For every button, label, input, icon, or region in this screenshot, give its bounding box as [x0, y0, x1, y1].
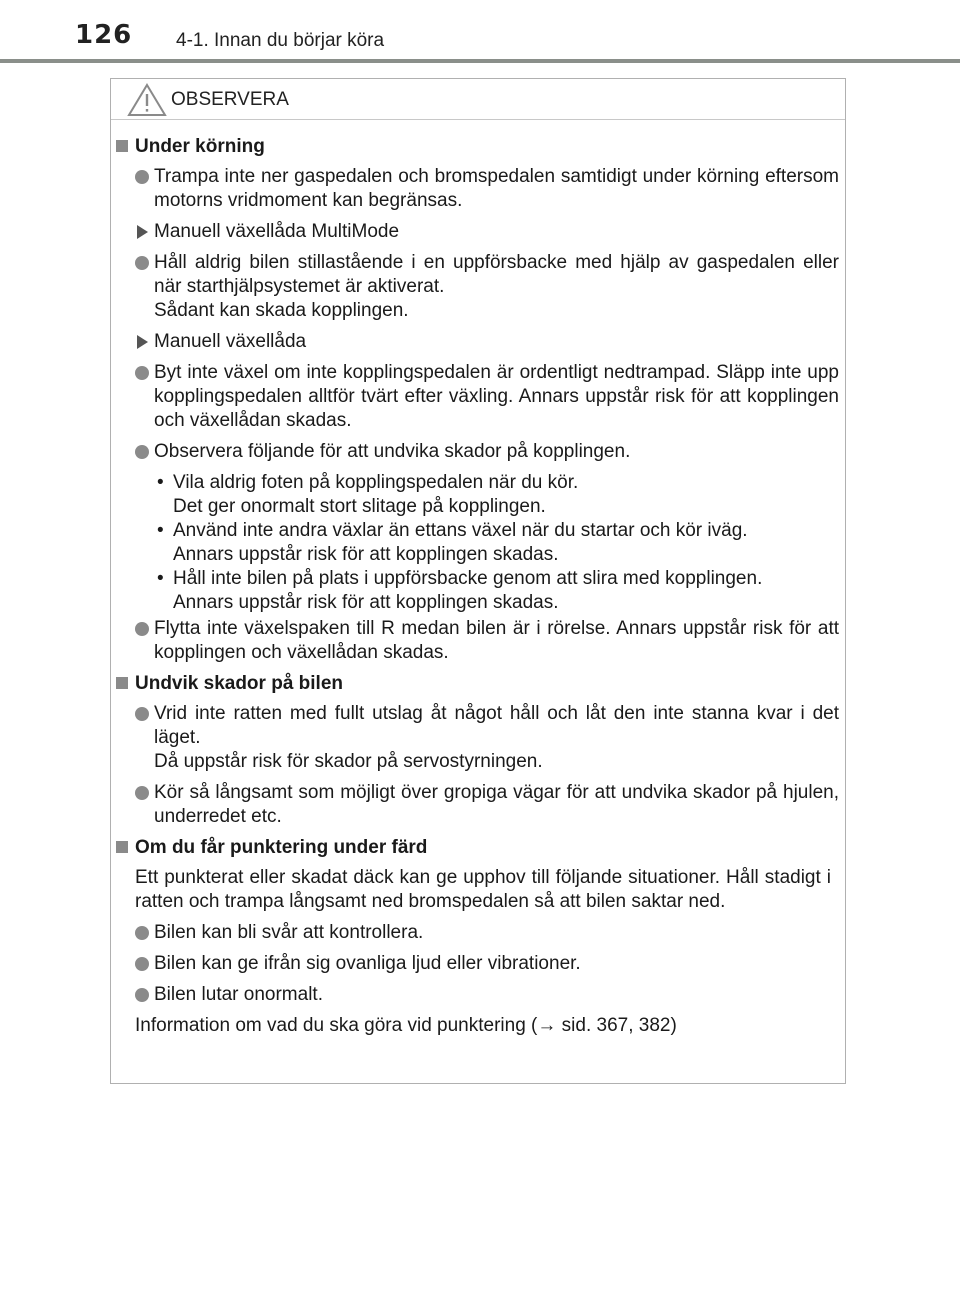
warning-content	[111, 131, 847, 1045]
bullet-item	[111, 702, 847, 774]
triangle-marker-icon	[137, 225, 148, 239]
bullet-item-text: Trampa inte ner gaspedalen och bromspedalen samtidigt under körning eftersom motorns vridmoment kan begränsas.	[154, 166, 839, 211]
sub-bullet-text: Använd inte andra växlar än ettans växel när du startar och kör iväg. Annars uppstår risk för att kopplingen skadas.	[173, 520, 748, 565]
variant-heading-text: Manuell växellåda MultiMode	[154, 221, 400, 242]
round-bullet-icon	[135, 170, 149, 184]
bullet-item-text: Flytta inte växelspaken till R medan bilen är i rörelse. Annars uppstår risk för att kopplingen och växellådan skadas.	[154, 618, 839, 663]
bullet-item	[111, 921, 847, 945]
bullet-item	[111, 165, 847, 213]
warning-triangle-icon	[127, 83, 167, 117]
dot-bullet-icon: •	[157, 520, 164, 541]
round-bullet-icon	[135, 366, 149, 380]
bullet-item	[111, 952, 847, 976]
paragraph: Information om vad du ska göra vid punktering (→ sid. 367, 382)	[135, 1015, 677, 1036]
section-title-text: Under körning	[135, 136, 265, 157]
bullet-item-text: Bilen kan ge ifrån sig ovanliga ljud eller vibrationer.	[154, 953, 581, 974]
page-header	[0, 0, 960, 62]
sub-bullet-list	[111, 471, 847, 615]
bullet-item	[111, 983, 847, 1007]
section-title-text: Om du får punktering under färd	[135, 837, 428, 858]
bullet-item	[111, 617, 847, 665]
section-title-text: Undvik skador på bilen	[135, 673, 343, 694]
bullet-item	[111, 440, 847, 464]
square-bullet-icon	[116, 841, 128, 853]
paragraph: Ett punkterat eller skadat däck kan ge upphov till följande situationer. Håll stadigt i ratten och trampa långsamt ned bromspedalen så att bilen saktar ned.	[135, 867, 831, 912]
sub-bullet-item	[111, 567, 847, 615]
round-bullet-icon	[135, 256, 149, 270]
square-bullet-icon	[116, 140, 128, 152]
bullet-item-text: Byt inte växel om inte kopplingspedalen är ordentligt nedtrampad. Släpp inte upp kopplingspedalen alltför tvärt efter växling. Annars uppstår risk för att kopplingen och växellådan skadas.	[154, 362, 839, 431]
variant-heading-text: Manuell växellåda	[154, 331, 307, 352]
warning-label: OBSERVERA	[171, 89, 289, 110]
section-title	[111, 135, 847, 159]
dot-bullet-icon: •	[157, 472, 164, 493]
bullet-item	[111, 361, 847, 433]
sub-bullet-item	[111, 471, 847, 519]
dot-bullet-icon: •	[157, 568, 164, 589]
bullet-item	[111, 781, 847, 829]
sub-bullet-text: Håll inte bilen på plats i uppförsbacke genom att slira med kopplingen. Annars uppstår risk för att kopplingen skadas.	[173, 568, 763, 613]
bullet-item-text: Håll aldrig bilen stillastående i en uppförsbacke med hjälp av gaspedalen eller när starthjälpsystemet är aktiverat. Sådant kan skada kopplingen.	[154, 252, 839, 321]
square-bullet-icon	[116, 677, 128, 689]
round-bullet-icon	[135, 957, 149, 971]
bullet-item-text: Kör så långsamt som möjligt över gropiga vägar för att undvika skador på hjulen, underredet etc.	[154, 782, 839, 827]
warning-box	[110, 78, 846, 1084]
page-number: 126	[75, 20, 133, 50]
section-title	[111, 672, 847, 696]
bullet-item-text: Bilen lutar onormalt.	[154, 984, 323, 1005]
warning-header	[111, 79, 845, 120]
round-bullet-icon	[135, 622, 149, 636]
round-bullet-icon	[135, 926, 149, 940]
bullet-item-text: Bilen kan bli svår att kontrollera.	[154, 922, 424, 943]
variant-heading	[111, 220, 847, 244]
sub-bullet-item	[111, 519, 847, 567]
triangle-marker-icon	[137, 335, 148, 349]
round-bullet-icon	[135, 707, 149, 721]
chapter-title: 4-1. Innan du börjar köra	[176, 30, 385, 51]
round-bullet-icon	[135, 988, 149, 1002]
round-bullet-icon	[135, 445, 149, 459]
round-bullet-icon	[135, 786, 149, 800]
variant-heading	[111, 330, 847, 354]
bullet-item-text: Vrid inte ratten med fullt utslag åt något håll och låt den inte stanna kvar i det läget. Då uppstår risk för skador på servostyrningen.	[154, 703, 839, 772]
section-title	[111, 836, 847, 860]
header-rule	[0, 59, 960, 63]
sub-bullet-text: Vila aldrig foten på kopplingspedalen när du kör. Det ger onormalt stort slitage på kopplingen.	[173, 472, 579, 517]
bullet-item-text: Observera följande för att undvika skador på kopplingen.	[154, 441, 631, 462]
bullet-item	[111, 251, 847, 323]
